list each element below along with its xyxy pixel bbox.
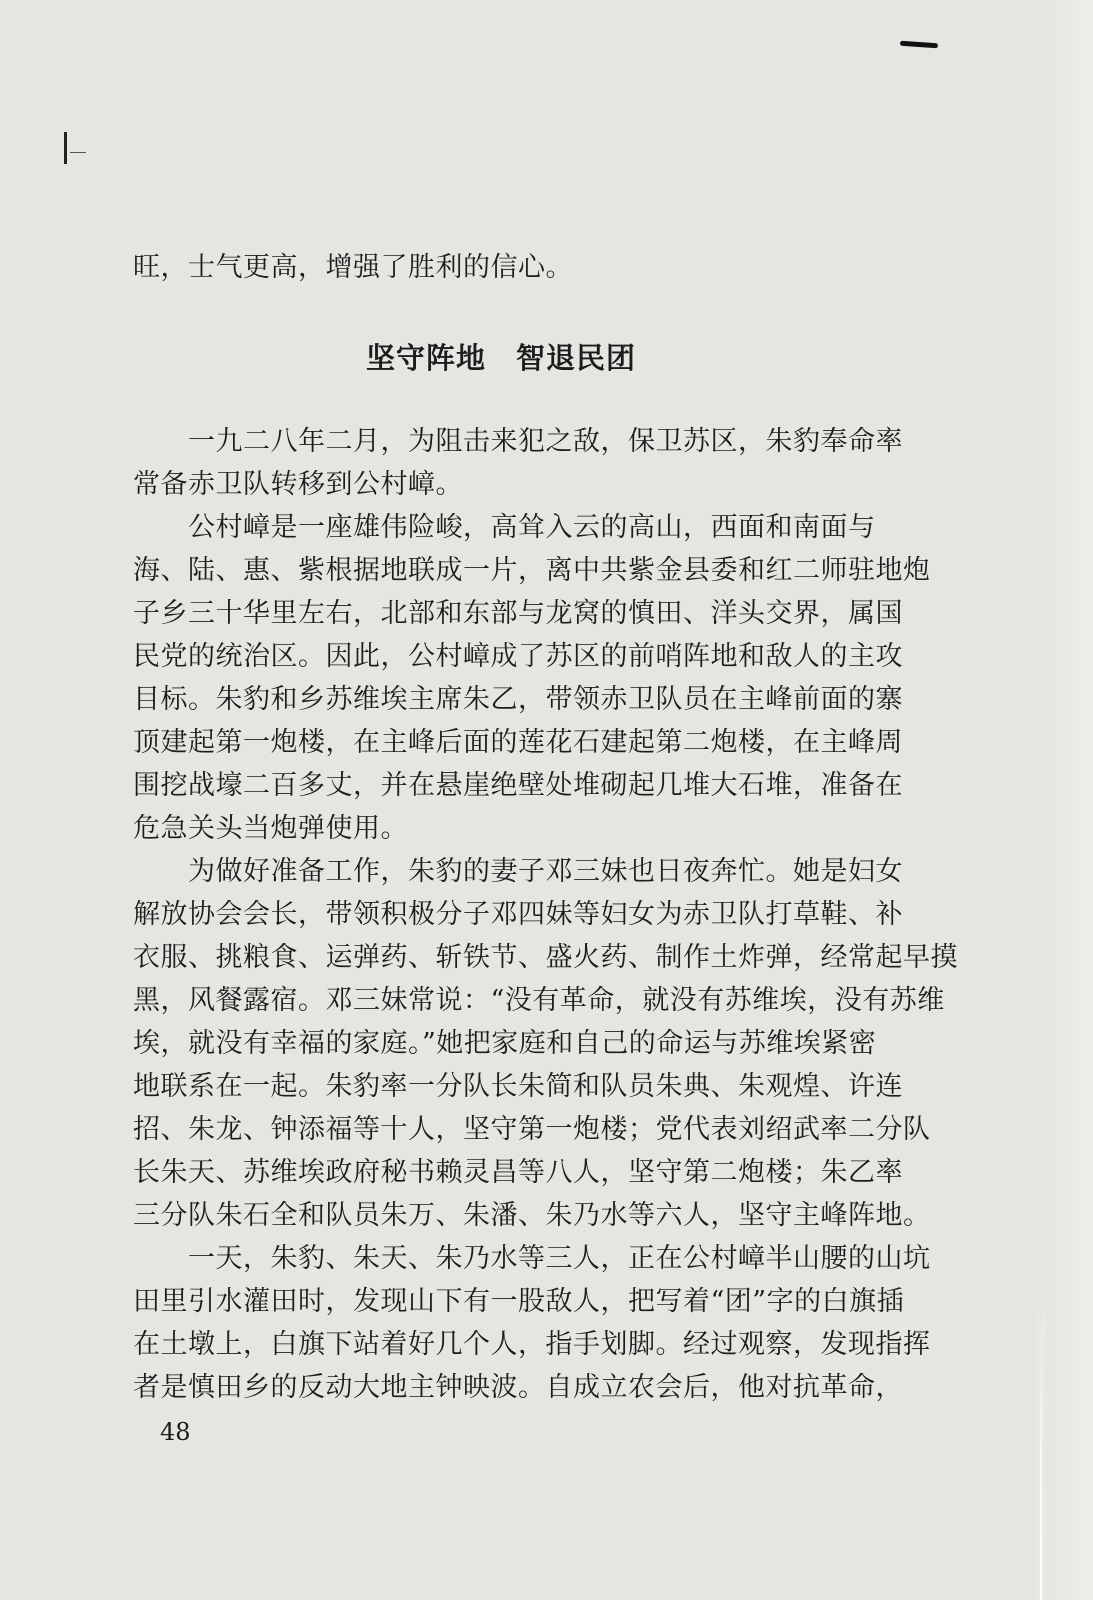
ink-mark (900, 41, 938, 49)
body-line: 顶建起第一炮楼，在主峰后面的莲花石建起第二炮楼，在主峰周 (133, 727, 903, 758)
intro-line: 旺，士气更高，增强了胜利的信心。 (133, 252, 573, 283)
section-title: 坚守阵地 智退民团 (366, 341, 637, 375)
body-line: 衣服、挑粮食、运弹药、斩铁节、盛火药、制作土炸弹，经常起早摸 (133, 942, 958, 973)
body-line: 一九二八年二月，为阻击来犯之敌，保卫苏区，朱豹奉命率 (133, 426, 903, 457)
page-edge (1046, 0, 1093, 1600)
body-line: 地联系在一起。朱豹率一分队长朱简和队员朱典、朱观煌、许连 (133, 1071, 903, 1102)
page-number: 48 (160, 1418, 191, 1446)
margin-mark (64, 132, 67, 164)
body-line: 招、朱龙、钟添福等十人，坚守第一炮楼；党代表刘绍武率二分队 (133, 1114, 931, 1145)
body-line: 埃，就没有幸福的家庭。”她把家庭和自己的命运与苏维埃紧密 (133, 1028, 877, 1059)
body-line: 者是慎田乡的反动大地主钟映波。自成立农会后，他对抗革命， (133, 1372, 903, 1403)
body-line: 子乡三十华里左右，北部和东部与龙窝的慎田、洋头交界，属国 (133, 598, 903, 629)
body-line: 黑，风餐露宿。邓三妹常说：“没有革命，就没有苏维埃，没有苏维 (133, 985, 945, 1016)
body-line: 长朱天、苏维埃政府秘书赖灵昌等八人，坚守第二炮楼；朱乙率 (133, 1157, 903, 1188)
body-line: 危急关头当炮弹使用。 (133, 813, 408, 844)
page-crease (1040, 1310, 1042, 1600)
body-line: 目标。朱豹和乡苏维埃主席朱乙，带领赤卫队员在主峰前面的寨 (133, 684, 903, 715)
body-line: 一天，朱豹、朱天、朱乃水等三人，正在公村嶂半山腰的山坑 (133, 1243, 931, 1274)
body-line: 为做好准备工作，朱豹的妻子邓三妹也日夜奔忙。她是妇女 (133, 856, 903, 887)
body-line: 解放协会会长，带领积极分子邓四妹等妇女为赤卫队打草鞋、补 (133, 899, 903, 930)
body-line: 田里引水灌田时，发现山下有一股敌人，把写着“团”字的白旗插 (133, 1286, 905, 1317)
margin-tick (70, 152, 86, 153)
body-line: 民党的统治区。因此，公村嶂成了苏区的前哨阵地和敌人的主攻 (133, 641, 903, 672)
body-line: 常备赤卫队转移到公村嶂。 (133, 469, 463, 500)
body-line: 三分队朱石全和队员朱万、朱潘、朱乃水等六人，坚守主峰阵地。 (133, 1200, 931, 1231)
body-line: 围挖战壕二百多丈，并在悬崖绝壁处堆砌起几堆大石堆，准备在 (133, 770, 903, 801)
body-line: 海、陆、惠、紫根据地联成一片，离中共紫金县委和红二师驻地炮 (133, 555, 931, 586)
body-line: 在土墩上，白旗下站着好几个人，指手划脚。经过观察，发现指挥 (133, 1329, 931, 1360)
body-line: 公村嶂是一座雄伟险峻，高耸入云的高山，西面和南面与 (133, 512, 876, 543)
